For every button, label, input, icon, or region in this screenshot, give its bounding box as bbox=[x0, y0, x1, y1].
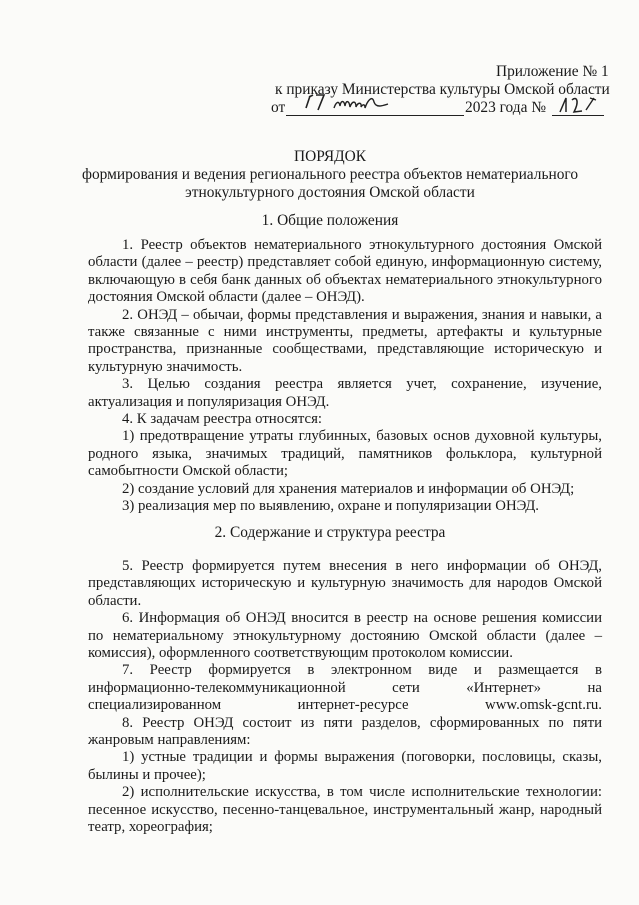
section-heading-content-structure: 2. Содержание и структура реестра bbox=[214, 524, 446, 541]
paragraph-1: 1. Реестр объектов нематериального этнокультурного достояния Омской области (далее – реестр) представляет собой единую, информационную систему, включающую в себя банк данных об объектах нематериального этнокультурного достояния Омской области (далее – ОНЭД). bbox=[88, 237, 602, 306]
section-heading-general-provisions: 1. Общие положения bbox=[261, 212, 399, 229]
handwritten-date-signature bbox=[300, 88, 400, 116]
section-1-body bbox=[88, 237, 602, 516]
document-subtitle-line-1: формирования и ведения регионального реестра объектов нематериального bbox=[81, 166, 579, 183]
year-text: 2023 года № bbox=[465, 99, 547, 116]
document-title: ПОРЯДОК bbox=[294, 148, 366, 165]
handwritten-order-number bbox=[556, 92, 604, 116]
paragraph-4: 4. К задачам реестра относятся: bbox=[122, 411, 322, 428]
paragraph-5: 5. Реестр формируется путем внесения в него информации об ОНЭД, представляющих историческую и культурную значимость для народов Омской области. bbox=[88, 558, 602, 609]
list-item: 1) предотвращение утраты глубинных, базовых основ духовной культуры, родного языка, значимых традиций, памятников фольклора, культурной самобытности Омской области; bbox=[88, 428, 602, 480]
order-reference: к приказу Министерства культуры Омской области bbox=[275, 81, 610, 98]
paragraph-6: 6. Информация об ОНЭД вносится в реестр на основе решения комиссии по нематериальному этнокультурному достоянию Омской области (далее – комиссия), оформленного соответствующим протоколом комиссии. bbox=[88, 610, 602, 662]
paragraph-8: 8. Реестр ОНЭД состоит из пяти разделов, сформированных по пяти жанровым направлениям: bbox=[88, 714, 602, 749]
paragraph-3: 3. Целью создания реестра является учет, сохранение, изучение, актуализация и популяризация ОНЭД. bbox=[88, 376, 602, 410]
paragraph-7: 7. Реестр формируется в электронном виде и размещается в информационно-телекоммуникационной сети «Интернет» на специализированном интернет-ресурсе www.omsk-gcnt.ru. bbox=[88, 662, 602, 714]
appendix-label: Приложение № 1 bbox=[496, 63, 609, 80]
section-2-body bbox=[88, 558, 602, 837]
date-prefix: от bbox=[271, 99, 286, 116]
paragraph-2: 2. ОНЭД – обычаи, формы представления и выражения, знания и навыки, а также связанные с ними инструменты, предметы, артефакты и культурные пространства, признанные сообществами, представляющие историческую и культурную значимость. bbox=[88, 306, 602, 375]
document-subtitle-line-2: этнокультурного достояния Омской области bbox=[185, 184, 475, 201]
list-item: 2) создание условий для хранения материалов и информации об ОНЭД; bbox=[122, 480, 575, 497]
list-item: 2) исполнительские искусства, в том числе исполнительские технологии: песенное искусство, песенно-танцевальное, инструментальный жанр, народный театр, хореография; bbox=[88, 784, 602, 836]
list-item: 3) реализация мер по выявлению, охране и популяризации ОНЭД. bbox=[122, 498, 539, 515]
list-item: 1) устные традиции и формы выражения (поговорки, пословицы, сказы, былины и прочее); bbox=[88, 749, 602, 783]
